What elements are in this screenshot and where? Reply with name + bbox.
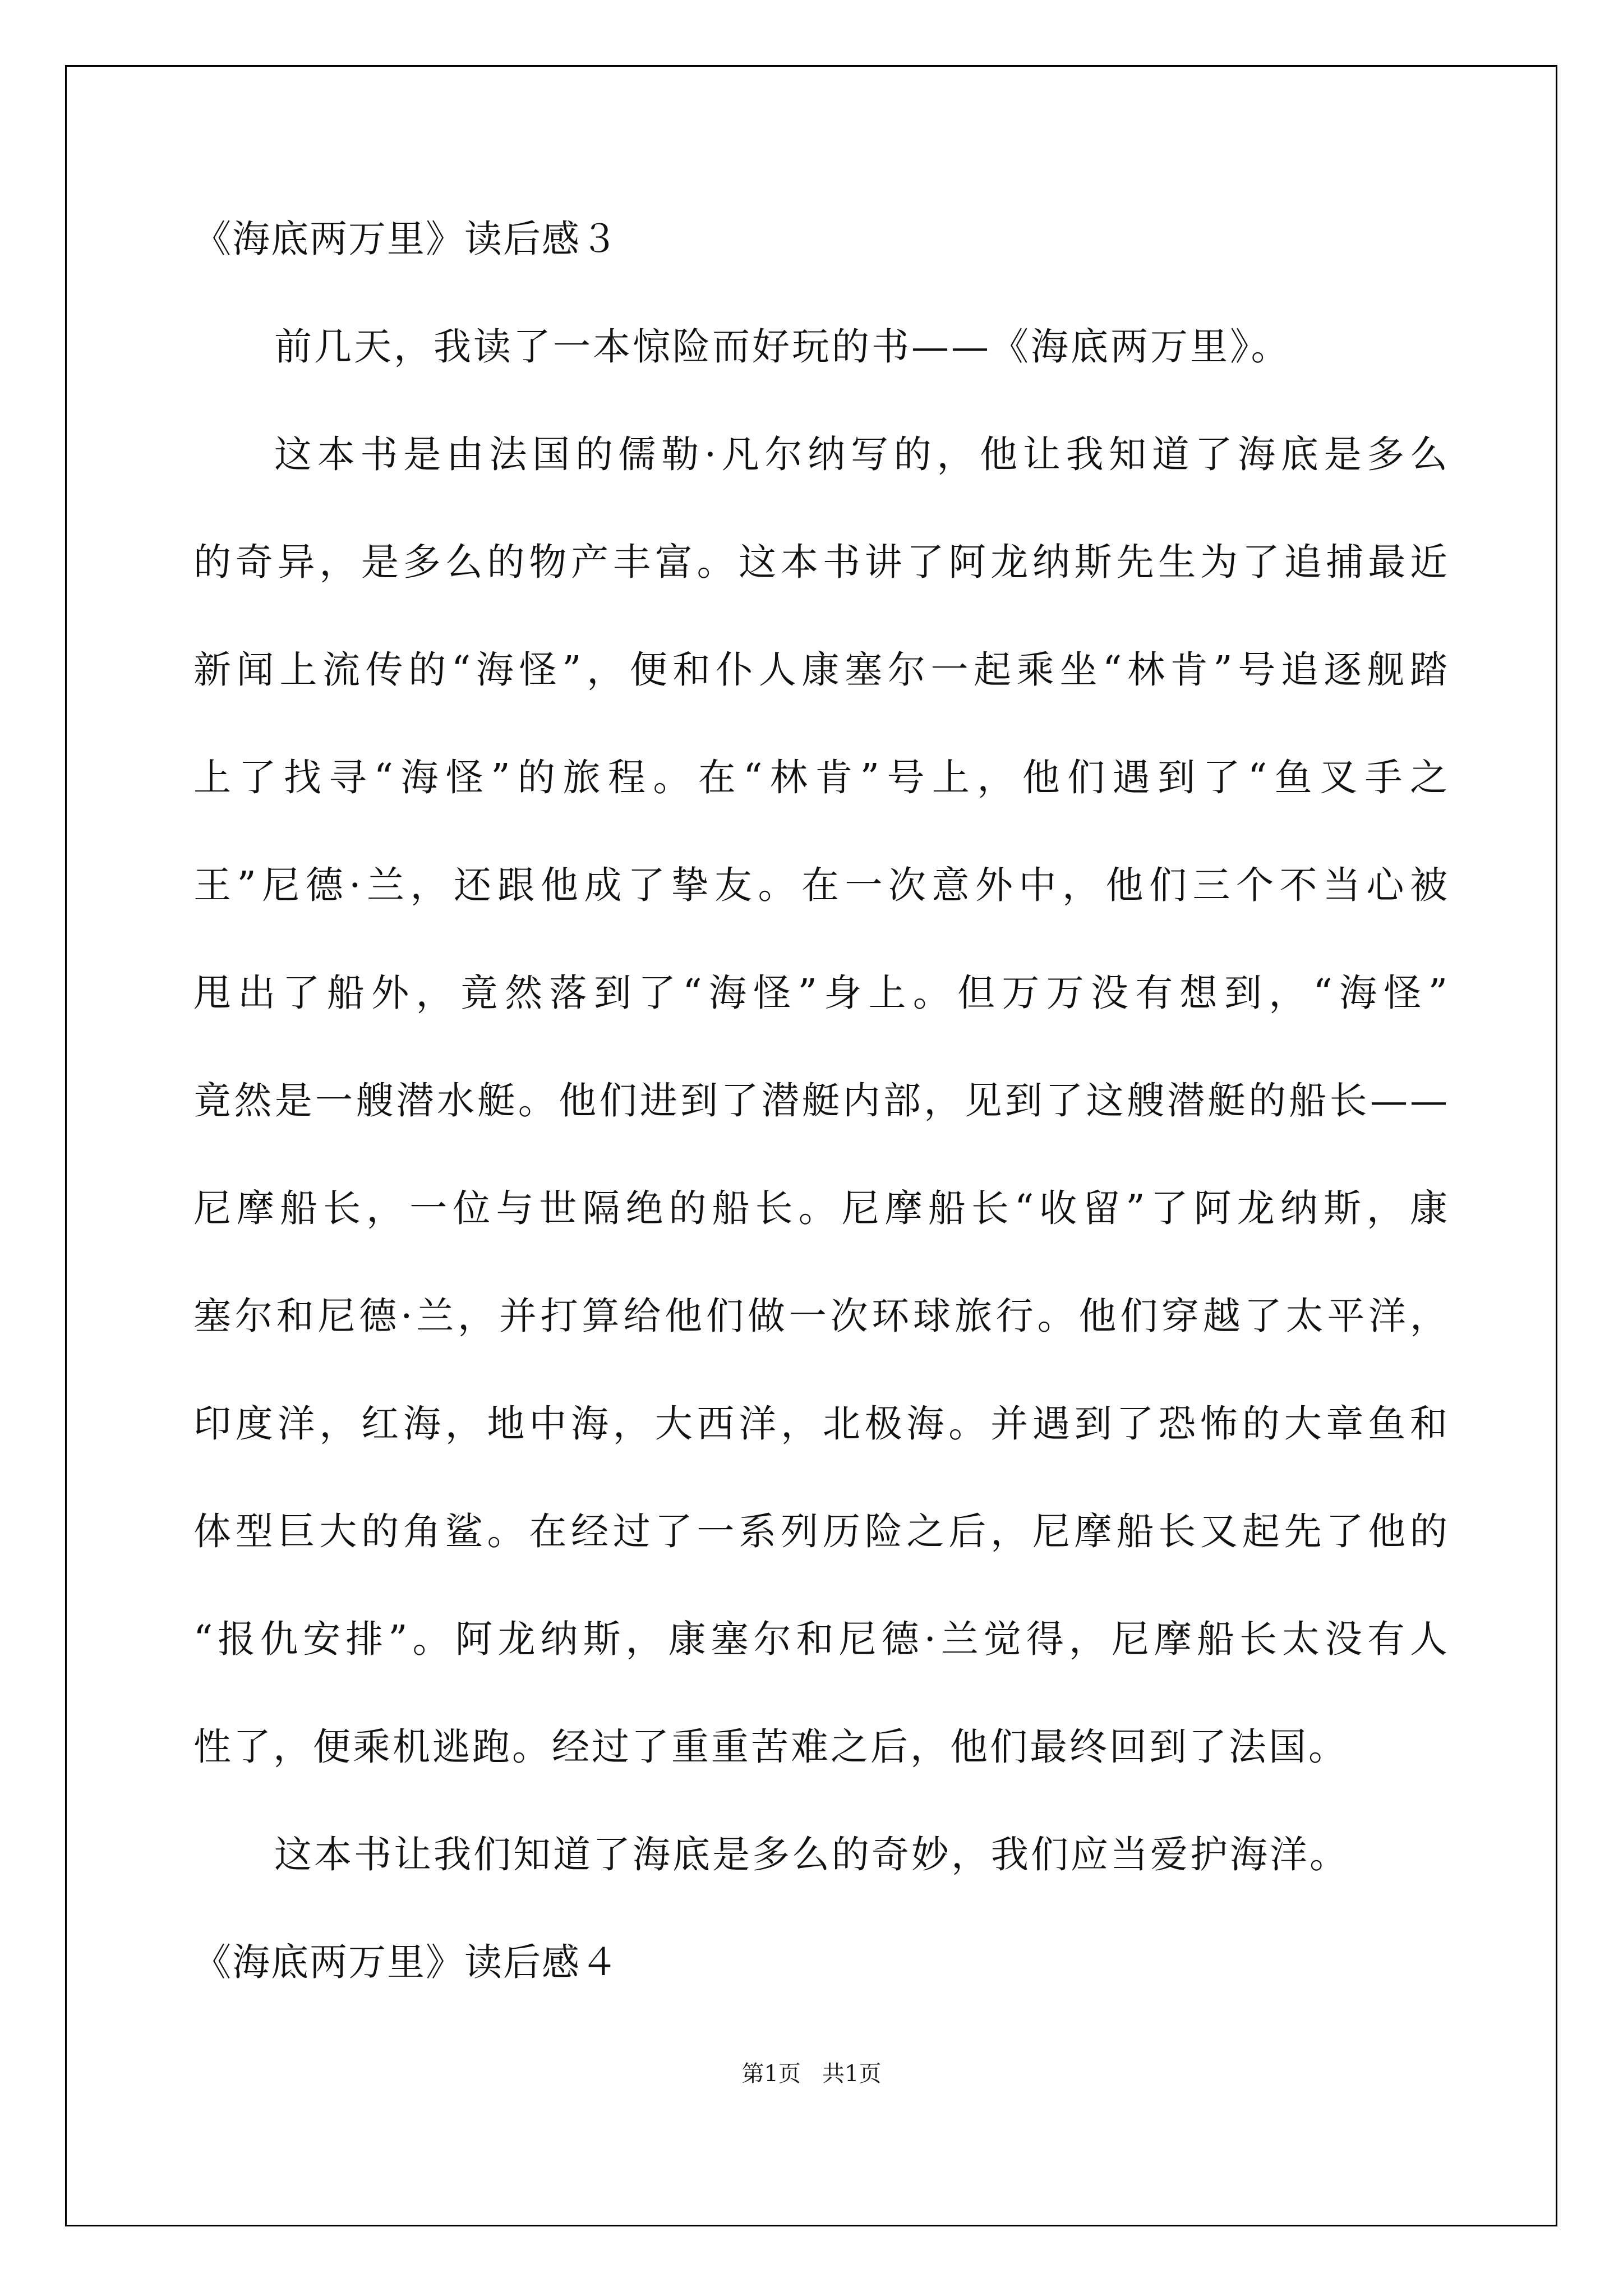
paragraph-line: 这本书是由法国的儒勒·凡尔纳写的，他让我知道了海底是多么 <box>274 432 1450 476</box>
paragraph-line: 甩出了船外，竟然落到了“海怪”身上。但万万没有想到，“海怪” <box>193 971 1450 1015</box>
paragraph-line: 新闻上流传的“海怪”，便和仆人康塞尔一起乘坐“林肯”号追逐舰踏 <box>193 648 1450 692</box>
paragraph-conclusion: 这本书让我们知道了海底是多么的奇妙，我们应当爱护海洋。 <box>274 1833 1349 1876</box>
paragraph-intro: 前几天，我读了一本惊险而好玩的书——《海底两万里》。 <box>274 325 1291 369</box>
paragraph-line: 竟然是一艘潜水艇。他们进到了潜艇内部，见到了这艘潜艇的船长—— <box>193 1079 1450 1122</box>
document-body <box>193 185 1450 2016</box>
page-number-footer: 第1页 共1页 <box>741 2061 882 2087</box>
paragraph-line: 王”尼德·兰，还跟他成了挚友。在一次意外中，他们三个不当心被 <box>193 863 1450 907</box>
paragraph-line: 塞尔和尼德·兰，并打算给他们做一次环球旅行。他们穿越了太平洋， <box>193 1294 1450 1338</box>
paragraph-line: 尼摩船长，一位与世隔绝的船长。尼摩船长“收留”了阿龙纳斯，康 <box>193 1186 1450 1230</box>
paragraph-line: 的奇异，是多么的物产丰富。这本书讲了阿龙纳斯先生为了追捕最近 <box>193 540 1450 584</box>
paragraph-line: 性了，便乘机逃跑。经过了重重苦难之后，他们最终回到了法国。 <box>193 1725 1348 1769</box>
paragraph-line: 上了找寻“海怪”的旅程。在“林肯”号上，他们遇到了“鱼叉手之 <box>193 756 1450 799</box>
paragraph-line: 体型巨大的角鲨。在经过了一系列历险之后，尼摩船长又起先了他的 <box>193 1510 1450 1553</box>
paragraph-line: 印度洋，红海，地中海，大西洋，北极海。并遇到了恐怖的大章鱼和 <box>193 1402 1450 1446</box>
section-heading-4: 《海底两万里》读后感４ <box>193 1940 619 1984</box>
paragraph-line: “报仇安排”。阿龙纳斯，康塞尔和尼德·兰觉得，尼摩船长太没有人 <box>193 1617 1450 1661</box>
section-heading-3: 《海底两万里》读后感３ <box>193 217 619 261</box>
